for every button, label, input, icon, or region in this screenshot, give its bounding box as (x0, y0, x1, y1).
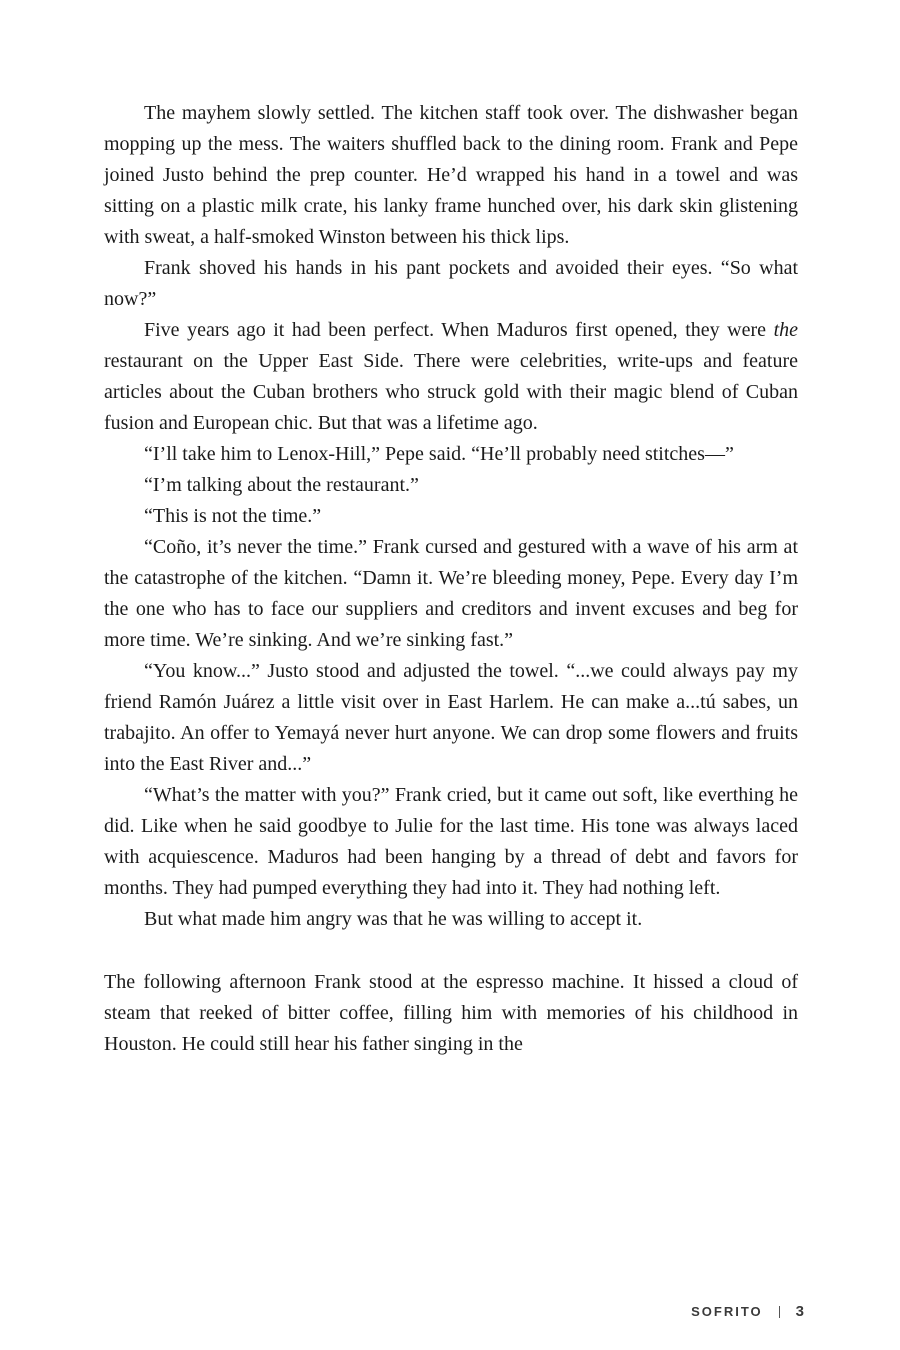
body-text (104, 98, 798, 1060)
paragraph (104, 315, 798, 439)
paragraph: “I’m talking about the restaurant.” (144, 474, 419, 496)
section-start-paragraph: The following afternoon Frank stood at the espresso machine. It hissed a cloud of steam that reeked of bitter coffee, filling him with memories of his childhood in Houston. He could still hear his father singing in the (104, 971, 798, 1055)
paragraph: The mayhem slowly settled. The kitchen staff took over. The dishwasher began mopping up the mess. The waiters shuffled back to the dining room. Frank and Pepe joined Justo behind the prep counter. He’d wrapped his hand in a towel and was sitting on a plastic milk crate, his lanky frame hunched over, his dark skin glistening with sweat, a half-smoked Winston between his thick lips. (104, 102, 798, 248)
page-number: 3 (795, 1303, 804, 1320)
text-run: Five years ago it had been perfect. When Maduros first opened, they were (144, 319, 774, 341)
paragraph: “This is not the time.” (144, 505, 322, 527)
running-head: SOFRITO (691, 1304, 763, 1319)
paragraph: “I’ll take him to Lenox-Hill,” Pepe said. “He’ll probably need stitches—” (144, 443, 734, 465)
text-run: restaurant on the Upper East Side. There were celebrities, write-ups and feature articles about the Cuban brothers who struck gold with their magic blend of Cuban fusion and European chic. But that was a lifetime ago. (104, 350, 798, 434)
page-footer (691, 1303, 804, 1320)
paragraph: “What’s the matter with you?” Frank cried, but it came out soft, like everthing he did. Like when he said goodbye to Julie for the last time. His tone was always laced with acquiescence. Maduros had been hanging by a thread of debt and favors for months. They had pumped everything they had into it. They had nothing left. (104, 784, 798, 899)
paragraph: But what made him angry was that he was willing to accept it. (144, 908, 643, 930)
emphasis-text: the (773, 319, 798, 341)
footer-separator (779, 1306, 780, 1318)
paragraph: “Coño, it’s never the time.” Frank cursed and gestured with a wave of his arm at the catastrophe of the kitchen. “Damn it. We’re bleeding money, Pepe. Every day I’m the one who has to face our suppliers and creditors and invent excuses and beg for more time. We’re sinking. And we’re sinking fast.” (104, 536, 798, 651)
paragraph: Frank shoved his hands in his pant pockets and avoided their eyes. “So what now?” (104, 257, 798, 310)
paragraph: “You know...” Justo stood and adjusted the towel. “...we could always pay my friend Ramón Juárez a little visit over in East Harlem. He can make a...tú sabes, un trabajito. An offer to Yemayá never hurt anyone. We can drop some flowers and fruits into the East River and...” (104, 660, 798, 775)
